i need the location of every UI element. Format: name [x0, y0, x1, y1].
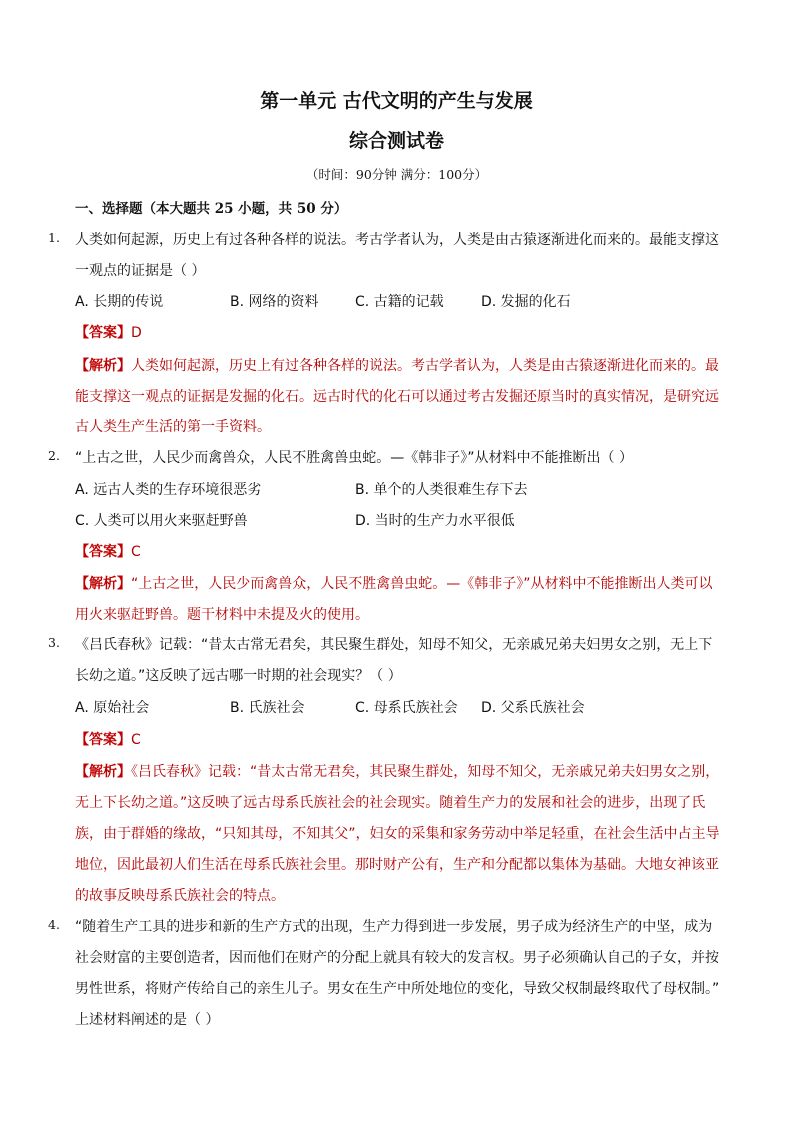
- option-a: A. 远古人类的生存环境很恶劣: [75, 482, 262, 498]
- question-stem-line: “上古之世，人民少而禽兽众，人民不胜禽兽虫蛇。—《韩非子》”从材料中不能推断出（ ）: [75, 450, 633, 466]
- option-b: B. 网络的资料: [230, 294, 319, 310]
- unit-title: 第一单元 古代文明的产生与发展: [260, 90, 533, 112]
- analysis-text: 用火来驱赶野兽。题干材料中未提及火的使用。: [75, 607, 369, 623]
- answer-label: 【答案】: [75, 325, 131, 341]
- option-b: B. 氏族社会: [230, 700, 305, 716]
- option-c: C. 人类可以用火来驱赶野兽: [75, 513, 248, 529]
- analysis-text: 古人类生产生活的第一手资料。: [75, 419, 271, 435]
- question-stem-line: 《吕氏春秋》记载：“昔太古常无君矣，其民聚生群处，知母不知父，无亲戚兄弟夫妇男女之别，无上下: [75, 637, 713, 653]
- option-d: D. 父系氏族社会: [481, 700, 585, 716]
- option-d: D. 发掘的化石: [481, 294, 571, 310]
- question-stem-line: “随着生产工具的进步和新的生产方式的出现，生产力得到进一步发展，男子成为经济生产的中坚，成为: [75, 919, 713, 935]
- analysis-text: 地位，因此最初人们生活在母系氏族社会里。那时财产公有，生产和分配都以集体为基础。大地女神该亚: [75, 857, 719, 873]
- option-c: C. 古籍的记载: [355, 294, 444, 310]
- question-stem-line: 长幼之道。”这反映了远古哪一时期的社会现实？（ ）: [75, 668, 402, 684]
- question-stem-line: 男性世系，将财产传给自己的亲生儿子。男女在生产中所处地位的变化，导致父权制最终取代了母权制。”: [75, 981, 720, 997]
- analysis-text: 《吕氏春秋》记载：“昔太古常无君矣，其民聚生群处，知母不知父，无亲戚兄弟夫妇男女之别，: [131, 764, 720, 780]
- analysis-label: 【解析】: [75, 576, 131, 592]
- analysis-text: 无上下长幼之道。”这反映了远古母系氏族社会的社会现实。随着生产力的发展和社会的进步，出现了氏: [75, 795, 706, 811]
- answer-value: C: [131, 732, 141, 748]
- option-d: D. 当时的生产力水平很低: [355, 513, 515, 529]
- question-number: 1.: [48, 230, 60, 245]
- answer-value: D: [131, 325, 142, 341]
- answer-value: C: [131, 544, 141, 560]
- answer-line: [75, 541, 141, 561]
- answer-line: [75, 729, 141, 749]
- option-a: A. 长期的传说: [75, 294, 164, 310]
- answer-label: 【答案】: [75, 544, 131, 560]
- option-a: A. 原始社会: [75, 700, 150, 716]
- analysis-text: “上古之世，人民少而禽兽众，人民不胜禽兽虫蛇。—《韩非子》”从材料中不能推断出人类可以: [131, 576, 713, 592]
- answer-line: [75, 322, 142, 342]
- question-number: 3.: [48, 635, 60, 650]
- question-stem-line: 社会财富的主要创造者，因而他们在财产的分配上就具有较大的发言权。男子必须确认自己的子女，并按: [75, 950, 719, 966]
- analysis-line: [75, 761, 719, 781]
- question-stem-line: 人类如何起源，历史上有过各种各样的说法。考古学者认为，人类是由古猿逐渐进化而来的。最能支撑这: [75, 232, 719, 248]
- question-number: 2.: [48, 448, 60, 463]
- analysis-line: [75, 573, 713, 593]
- option-c: C. 母系氏族社会: [355, 700, 458, 716]
- analysis-line: [75, 355, 719, 375]
- answer-label: 【答案】: [75, 732, 131, 748]
- option-b: B. 单个的人类很难生存下去: [355, 482, 528, 498]
- analysis-text: 人类如何起源，历史上有过各种各样的说法。考古学者认为，人类是由古猿逐渐进化而来的。最: [131, 358, 719, 374]
- analysis-label: 【解析】: [75, 764, 131, 780]
- question-number: 4.: [48, 917, 60, 932]
- time-score-info: （时间：90分钟 满分：100分）: [305, 167, 488, 182]
- analysis-text: 的故事反映母系氏族社会的特点。: [75, 888, 285, 904]
- analysis-label: 【解析】: [75, 358, 131, 374]
- analysis-text: 能支撑这一观点的证据是发掘的化石。远古时代的化石可以通过考古发掘还原当时的真实情况，是研究远: [75, 389, 719, 405]
- test-title: 综合测试卷: [348, 130, 444, 152]
- section-heading: 一、选择题（本大题共 25 小题，共 50 分）: [75, 201, 348, 217]
- question-stem-line: 一观点的证据是（ ）: [75, 263, 206, 279]
- question-stem-line: 上述材料阐述的是（ ）: [75, 1012, 220, 1028]
- analysis-text: 族，由于群婚的缘故，“只知其母，不知其父”，妇女的采集和家务劳动中举足轻重，在社会生活中占主导: [75, 826, 720, 842]
